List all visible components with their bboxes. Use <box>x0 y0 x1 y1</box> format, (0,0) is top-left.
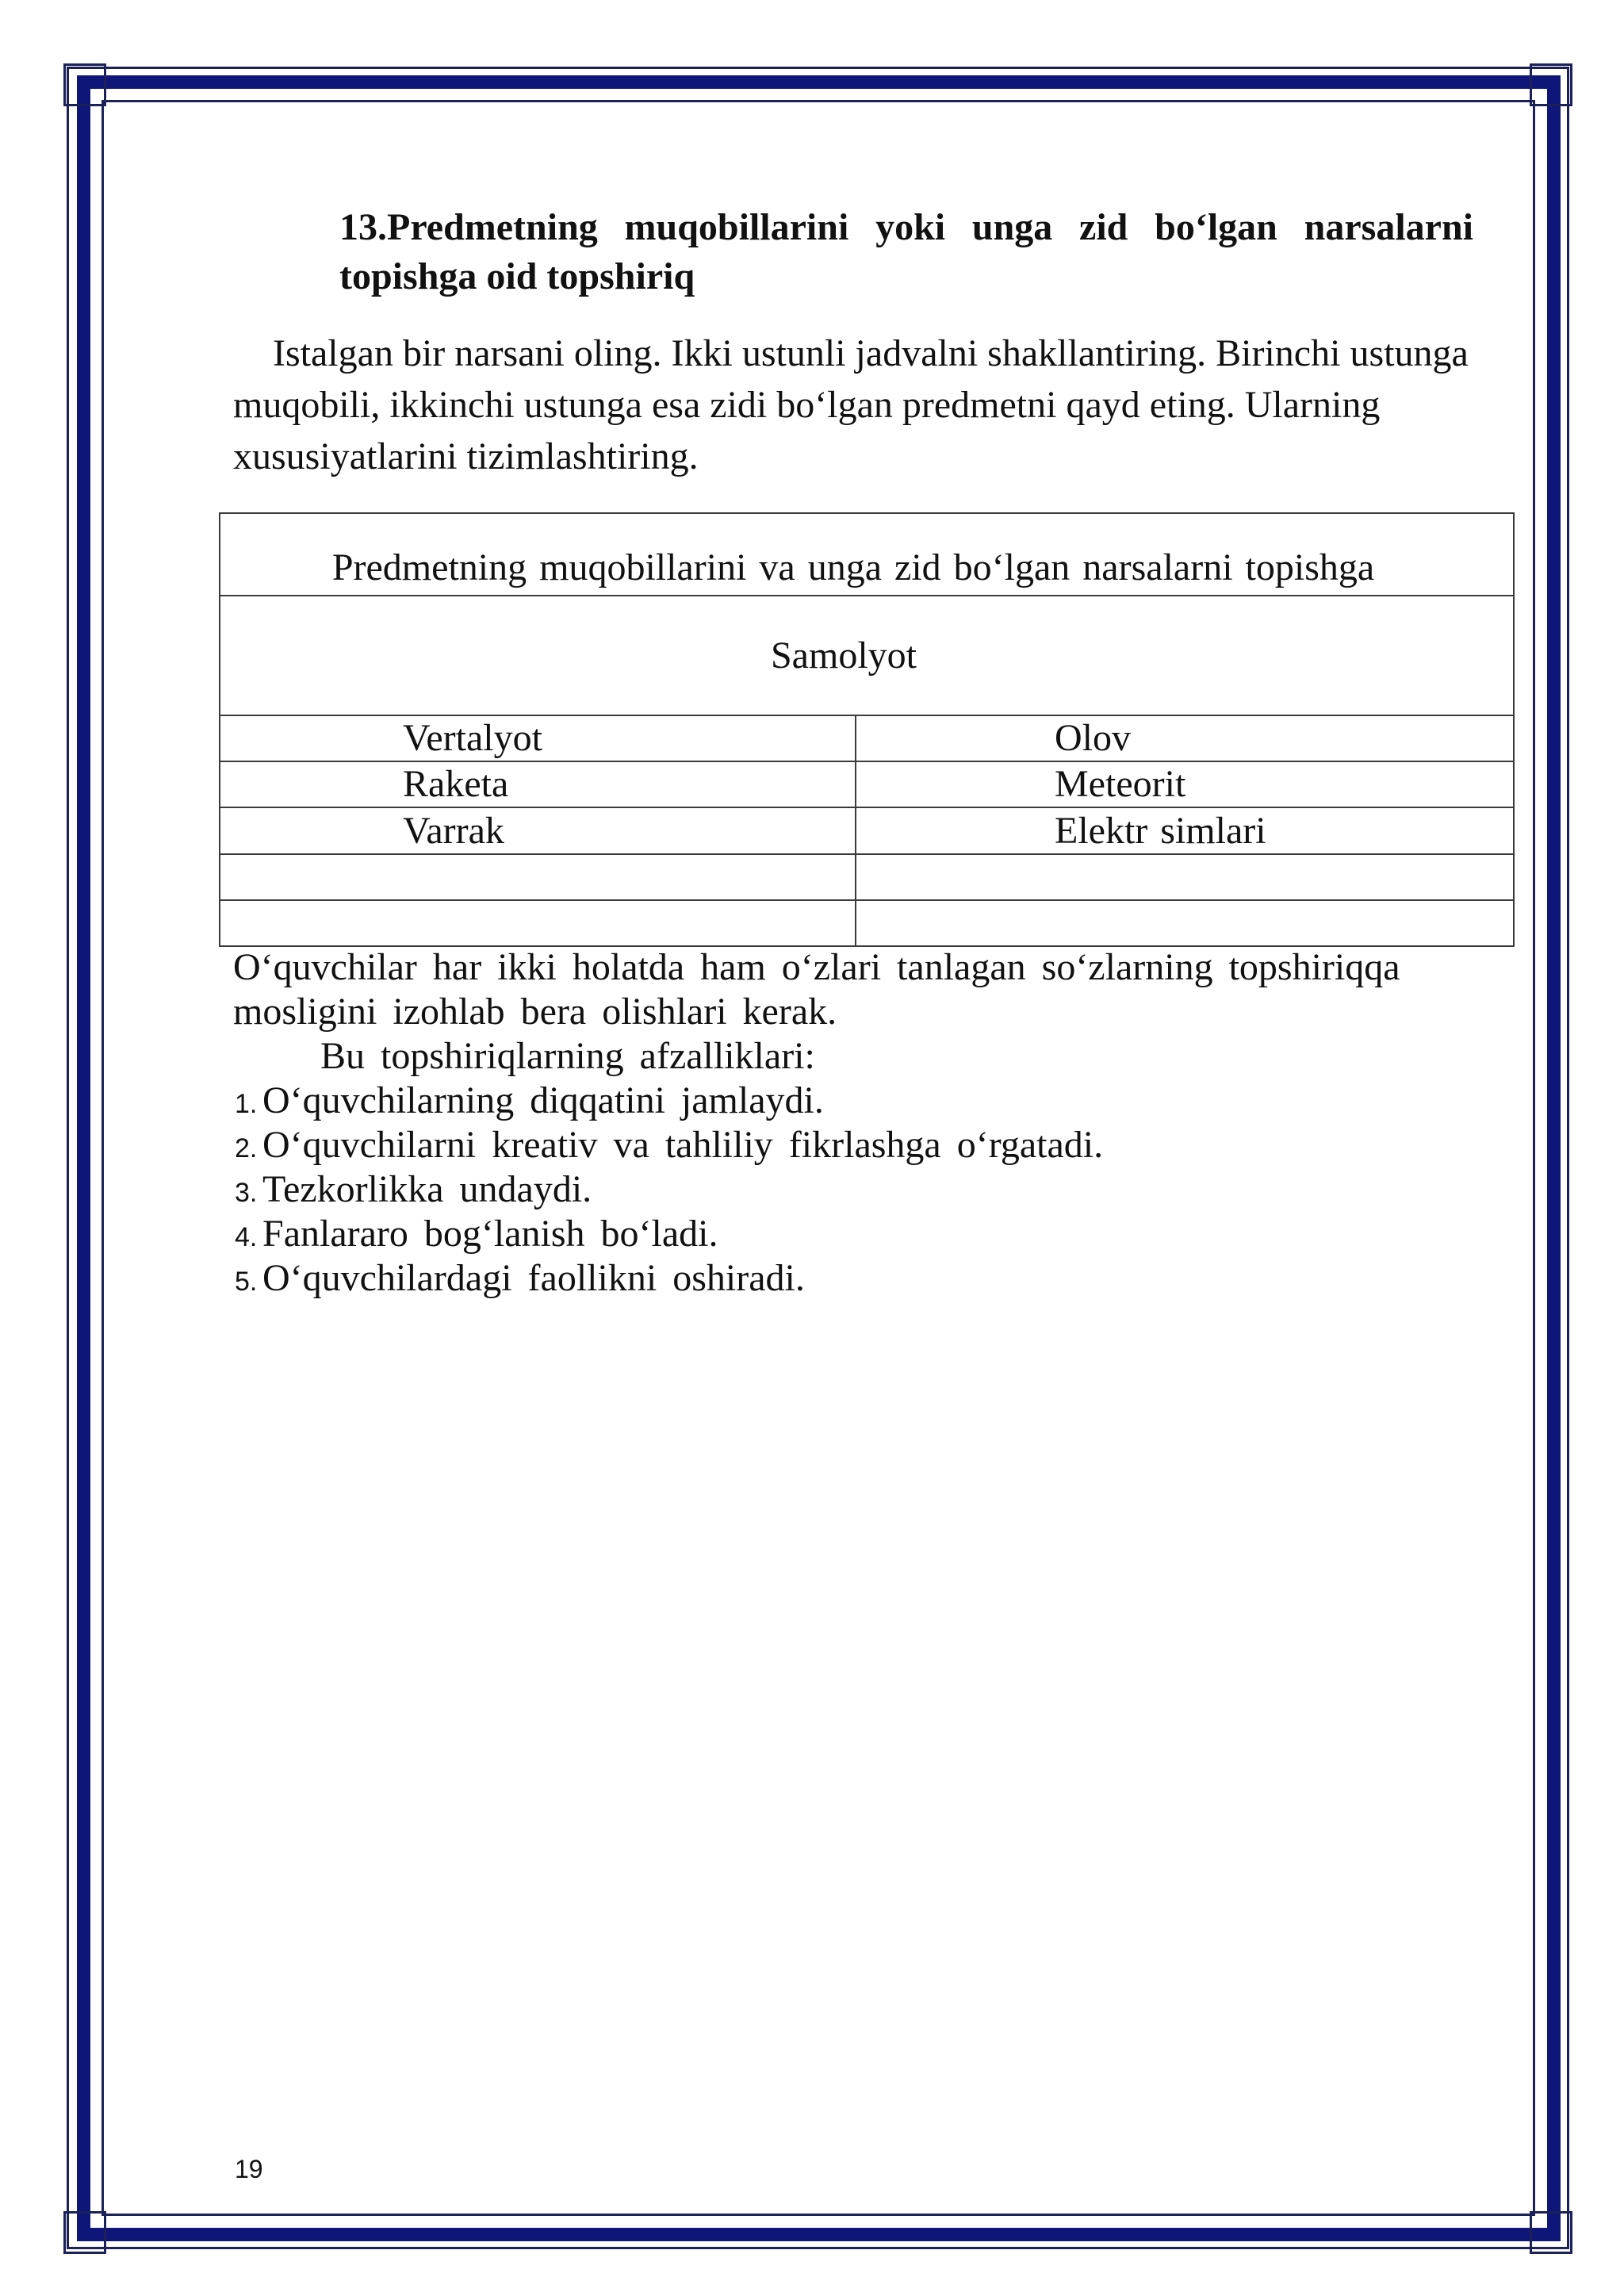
table-row <box>220 761 1514 807</box>
advantage-item <box>235 1256 805 1304</box>
paragraph-line: mosligini izohlab bera olishlari kerak. <box>233 991 837 1033</box>
table-title: Predmetning muqobillarini va unga zid bo‘lgan narsalarni topishga <box>331 546 1375 588</box>
item-number: 1. <box>235 1089 258 1119</box>
cell-text: Olov <box>1055 717 1131 759</box>
paragraph-line: muqobili, ikkinchi ustunga esa zidi bo‘lgan predmetni qayd eting. Ularning <box>233 384 1381 426</box>
cell-text: Vertalyot <box>403 717 542 759</box>
table-cell-opposite <box>856 807 1514 854</box>
table-subject-row <box>220 596 1514 715</box>
advantage-item <box>235 1123 1103 1171</box>
advantages-title: Bu topshiriqlarning afzalliklari: <box>320 1035 815 1077</box>
item-text: Fanlararo bog‘lanish bo‘ladi. <box>262 1213 718 1255</box>
border-corner-ornament-bottom-right <box>1530 2211 1572 2254</box>
table-row <box>220 715 1514 761</box>
item-text: Tezkorlikka undaydi. <box>262 1168 592 1210</box>
cell-text: Varrak <box>403 809 504 852</box>
table-title-cell <box>220 513 1514 596</box>
item-number: 5. <box>235 1267 258 1297</box>
item-text: O‘quvchilarning diqqatini jamlaydi. <box>262 1079 824 1121</box>
table-subject: Samolyot <box>770 634 917 677</box>
table-row-empty <box>220 900 1514 946</box>
table-cell-alternative <box>220 761 856 807</box>
cell-text: Raketa <box>403 763 509 805</box>
cell-text: Elektr simlari <box>1055 809 1266 852</box>
table-row-empty <box>220 854 1514 900</box>
paragraph-line: xususiyatlarini tizimlashtiring. <box>233 435 699 477</box>
table-cell-opposite <box>856 715 1514 761</box>
table-row <box>220 807 1514 854</box>
table-cell-empty <box>220 900 856 946</box>
alternatives-table <box>219 512 1515 947</box>
advantage-item <box>235 1079 824 1126</box>
table-cell-opposite <box>856 761 1514 807</box>
advantage-item <box>235 1212 718 1259</box>
heading-line-2: topishga oid topshiriq <box>339 255 695 297</box>
item-text: O‘quvchilarni kreativ va tahliliy fikrlashga o‘rgatadi. <box>262 1124 1104 1166</box>
item-number: 2. <box>235 1133 258 1163</box>
cell-text: Meteorit <box>1055 763 1186 805</box>
table-cell-alternative <box>220 715 856 761</box>
item-text: O‘quvchilardagi faollikni oshiradi. <box>262 1257 805 1299</box>
table-title-row <box>220 513 1514 596</box>
table-subject-cell <box>220 596 1514 715</box>
heading-line-1: 13.Predmetning muqobillarini yoki unga zid bo‘lgan narsalarni <box>339 206 1473 248</box>
border-corner-ornament-top-left <box>63 63 106 106</box>
table-cell-empty <box>856 900 1514 946</box>
table-cell-empty <box>856 854 1514 900</box>
paragraph-line: O‘quvchilar har ikki holatda ham o‘zlari tanlagan so‘zlarning topshiriqqa <box>233 946 1400 988</box>
table-cell-empty <box>220 854 856 900</box>
item-number: 4. <box>235 1222 258 1252</box>
advantage-item <box>235 1167 592 1215</box>
table-cell-alternative <box>220 807 856 854</box>
border-corner-ornament-bottom-left <box>63 2211 106 2254</box>
paragraph-line: Istalgan bir narsani oling. Ikki ustunli jadvalni shakllantiring. Birinchi ustunga <box>273 332 1469 374</box>
border-corner-ornament-top-right <box>1530 63 1572 106</box>
page-number: 19 <box>235 2155 263 2183</box>
item-number: 3. <box>235 1178 258 1208</box>
